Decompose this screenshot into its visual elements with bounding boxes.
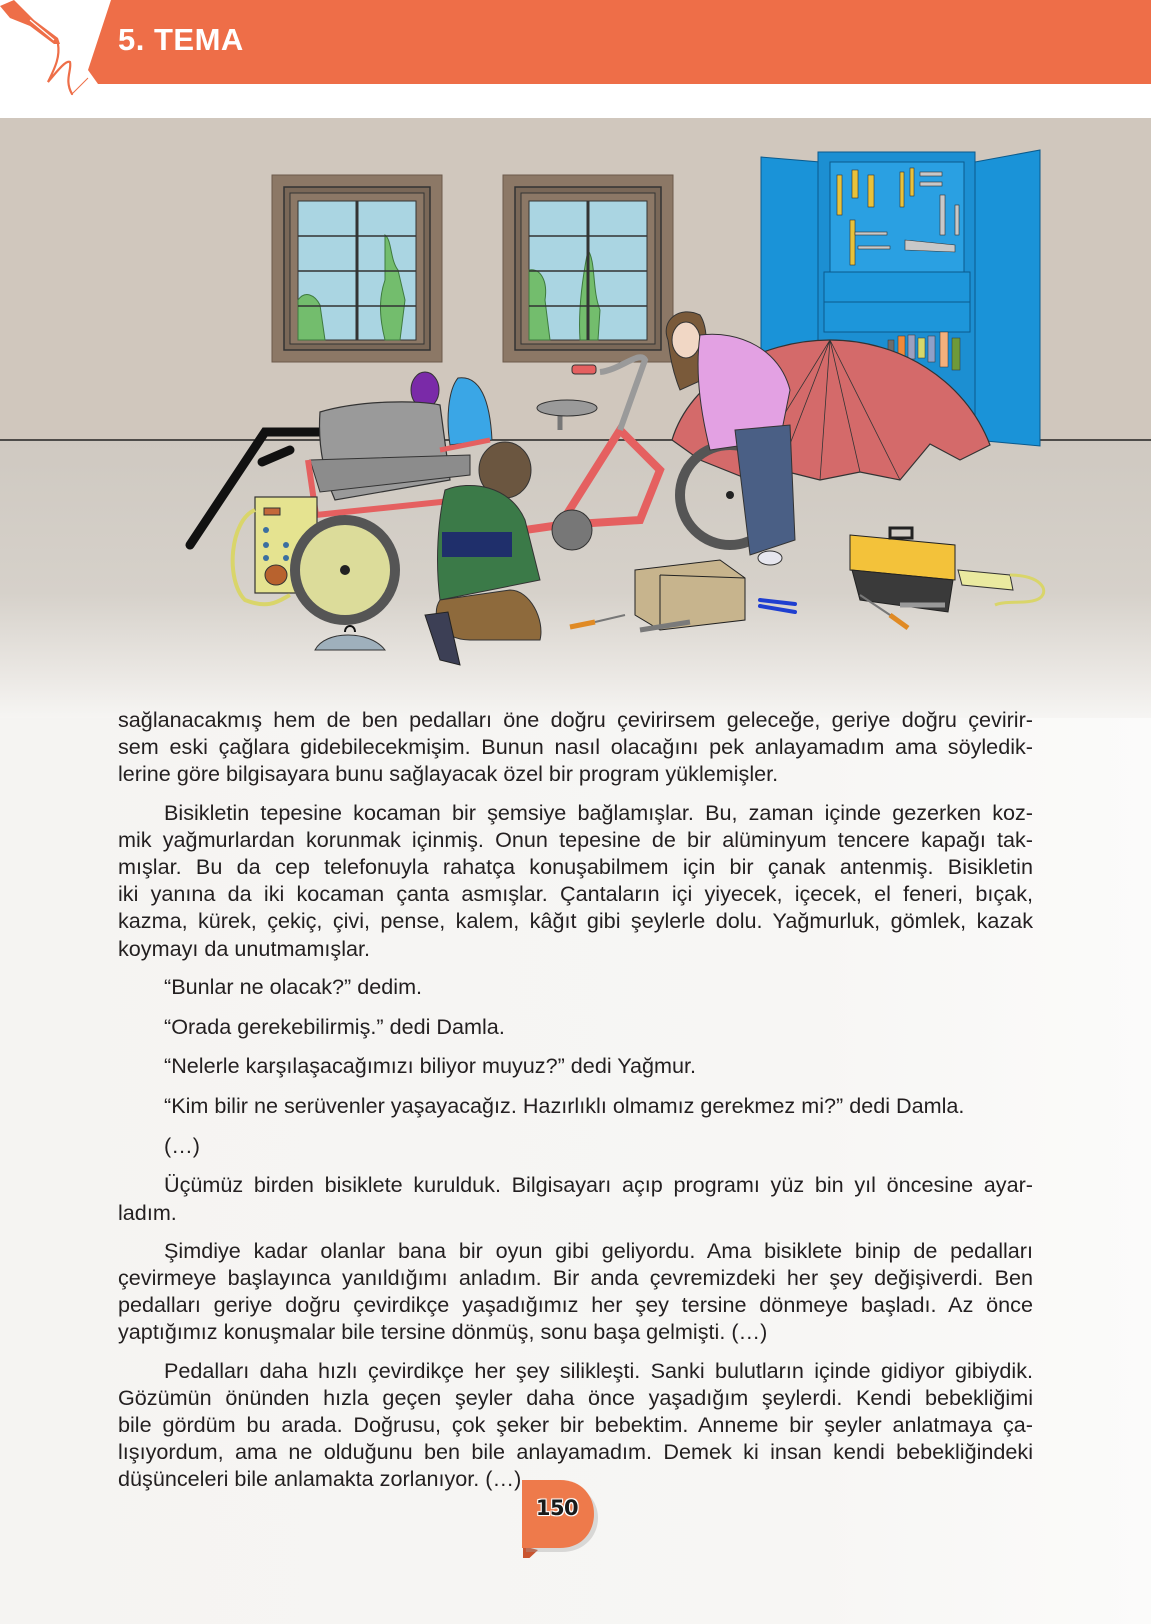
paragraph xyxy=(118,706,1033,788)
theme-header-band xyxy=(88,0,1151,84)
text-line: Üçümüz birden bisiklete kurulduk. Bilgisayarı açıp programı yüz bin yıl öncesine ayar- xyxy=(164,1172,1033,1198)
paragraph xyxy=(118,1237,1033,1346)
paragraph xyxy=(118,1171,1033,1225)
text-line: lışıyordum, ama ne olduğunu ben bile anlayamadım. Demek ki insan kendi bebekliğindeki xyxy=(118,1439,1033,1465)
window-left-icon xyxy=(272,175,442,362)
ellipsis-line: (…) xyxy=(164,1132,200,1158)
paragraph xyxy=(118,1357,1033,1493)
wheel-left-icon xyxy=(295,520,395,620)
text-line: Pedalları daha hızlı çevirdikçe her şey silikleşti. Sanki bulutların içinde gidiyor gibiydik. xyxy=(164,1357,1033,1383)
dialog-line: “Kim bilir ne serüvenler yaşayacağız. Hazırlıklı olmamız gerekmez mi?” dedi Damla. xyxy=(164,1092,965,1118)
text-line: Gözümün önünden hızla geçen şeyler daha önce yaşadığım şeylerdi. Kendi bebekliğimi xyxy=(118,1384,1033,1410)
text-line: lerine göre bilgisayara bunu sağlayacak özel bir program yüklemişler. xyxy=(118,761,779,787)
text-line: sağlanacakmış hem de ben pedalları öne doğru çevirirsem geleceğe, geriye doğru çevirir- xyxy=(118,707,1033,732)
text-line: sem eski çağlara gidebilecekmişim. Bunun nasıl olacağını pek anlayamadım ama söyledik- xyxy=(118,734,1033,760)
text-line: mik yağmurlardan korunmak içinmiş. Onun tepesine de bir alüminyum tencere kapağı tak- xyxy=(118,826,1033,852)
page-number: 150 xyxy=(535,1496,579,1520)
paragraph xyxy=(118,799,1033,962)
text-line: iki yanına da iki kocaman çanta asmışlar. Çantaların içi yiyecek, içecek, el feneri, bıçak, xyxy=(118,881,1033,907)
window-right-icon xyxy=(503,175,673,362)
story-illustration xyxy=(0,118,1151,718)
text-line: kazma, kürek, çekiç, çivi, pense, kalem, kâğıt gibi şeylerle dolu. Yağmurluk, gömlek, kazak xyxy=(118,908,1033,934)
text-line: Şimdiye kadar olanlar bana bir oyun gibi geliyordu. Ama bisiklete binip de pedalları xyxy=(164,1237,1033,1263)
text-line: bile gördüm bu arada. Doğrusu, çok şeker bir bebektim. Anneme bir şeyler anlatmaya ça- xyxy=(118,1411,1033,1437)
cardboard-box-icon xyxy=(635,560,745,630)
story-text xyxy=(118,706,1033,1504)
text-line: düşünceleri bile anlamakta zorlanıyor. (…) xyxy=(118,1466,522,1492)
dialog-line: “Nelerle karşılaşacağımızı biliyor muyuz?” dedi Yağmur. xyxy=(164,1053,697,1079)
text-line: çevirmeye başlayınca yanıldığımı anladım. Bir anda çevremizdeki her şey değişiverdi. Ben xyxy=(118,1264,1033,1290)
text-line: pedalları geriye doğru çevirdikçe yaşadığımız her şey tersine dönmeye başladı. Az önce xyxy=(118,1292,1033,1318)
fountain-pen-icon xyxy=(0,0,100,100)
text-line: ladım. xyxy=(118,1199,177,1225)
dialog-line: “Orada gerekebilirmiş.” dedi Damla. xyxy=(164,1013,505,1039)
dialog-line: “Bunlar ne olacak?” dedim. xyxy=(164,973,423,999)
text-line: mışlar. Bu da cep telefonuyla rahatça konuşabilmem için bir çanak antenmiş. Bisikletin xyxy=(118,854,1033,880)
text-line: koymayı da unutmamışlar. xyxy=(118,935,371,961)
text-line: yaptığımız konuşmalar bile tersine dönmüş, sonu başa gelmişti. (…) xyxy=(118,1319,768,1345)
text-line: Bisikletin tepesine kocaman bir şemsiye bağlamışlar. Bu, zaman içinde gezerken koz- xyxy=(164,799,1033,825)
theme-title: 5. TEMA xyxy=(118,22,244,57)
